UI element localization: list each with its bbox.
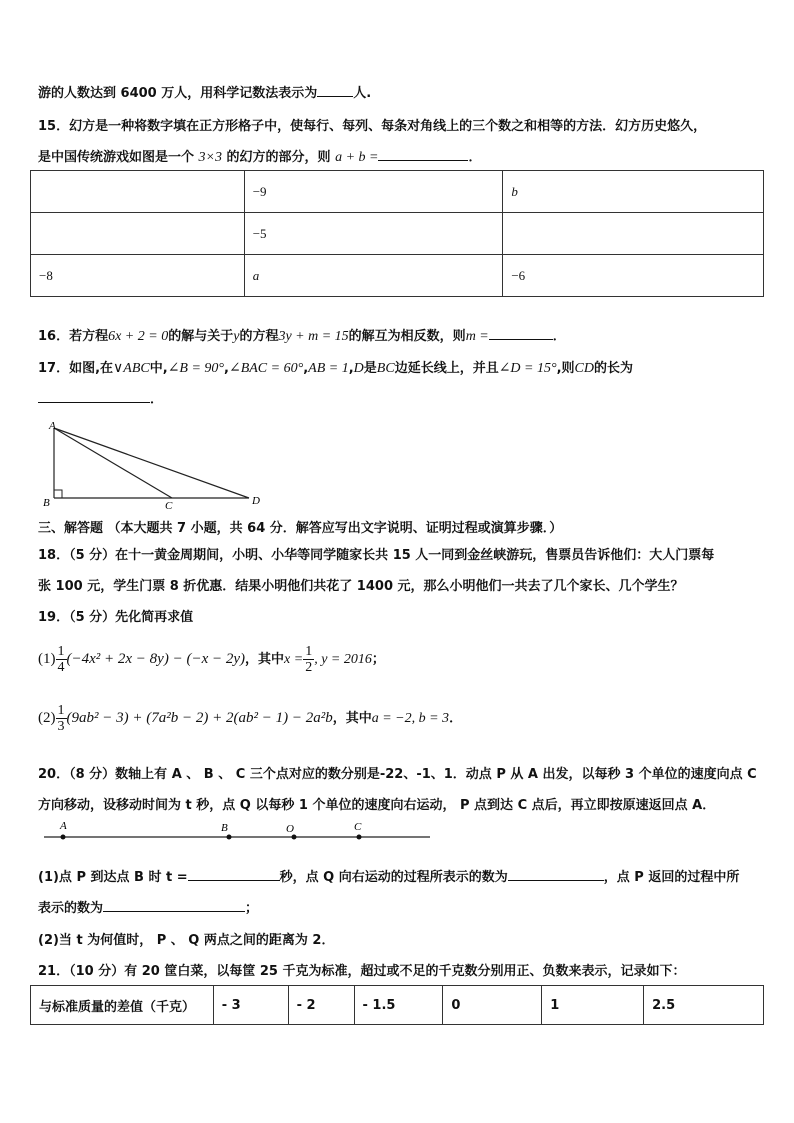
point-b (227, 835, 232, 840)
q19-p1-fraction (56, 644, 67, 675)
q20-sub1-tail: ，点 P 返回的过程中所 (603, 870, 740, 885)
q20-sub1-pre: (1)点 P 到达点 B 时 t = (38, 870, 188, 885)
axis-label-o: O (286, 823, 294, 835)
magic-cell: −5 (244, 213, 503, 255)
q19-p2-fraction (56, 703, 67, 734)
table-cell: - 2 (288, 986, 354, 1025)
q19-p1-tag: (1) (38, 651, 56, 667)
q17-angle-d: ∠D = 15° (498, 361, 557, 376)
table-row (31, 255, 764, 297)
axis-label-b: B (221, 822, 228, 834)
table-cell: 1 (542, 986, 644, 1025)
label-d: D (252, 495, 260, 507)
right-angle-mark (54, 490, 62, 498)
q17-line2 (38, 388, 163, 407)
q17-text: 的长为 (594, 361, 634, 376)
q15-pre: 是中国传统游戏如图是一个 (38, 150, 195, 165)
q19-p2-vals: a = −2, b = 3 (371, 711, 450, 726)
point-c (357, 835, 362, 840)
q19-p2-tag: (2) (38, 710, 56, 726)
q16-pre: 16．若方程 (38, 329, 109, 344)
fraction-numerator: 1 (57, 644, 65, 659)
q20-blank-t[interactable] (188, 867, 280, 881)
q16-var: y (233, 329, 240, 344)
q14-tail: 人. (353, 86, 372, 101)
q15-tail: ． (468, 150, 482, 165)
q17-text: 边延长线上，并且 (394, 361, 499, 376)
q20-sub1-mid: 秒，点 Q 向右运动的过程所表示的数为 (279, 870, 508, 885)
q17-text: , (224, 361, 229, 376)
table-row (31, 213, 764, 255)
q16-mid2: 的方程 (239, 329, 279, 344)
q20-sub1-line2 (38, 897, 258, 916)
q20-line2: 方向移动，设移动时间为 t 秒，点 Q 以每秒 1 个单位的速度向右运动， P 点到达 C 点后，再立即按原速返回点 A． (38, 798, 716, 813)
q19-p1-tail: ； (371, 652, 385, 667)
table-cell: - 3 (213, 986, 288, 1025)
q19-title: 19．（5 分）先化简再求值 (38, 610, 194, 625)
fraction-denominator: 2 (305, 660, 313, 675)
table-row (31, 171, 764, 213)
q17-angle-b: ∠B = 90° (167, 361, 225, 376)
table-cell: - 1.5 (354, 986, 443, 1025)
q20-blank-q[interactable] (508, 867, 604, 881)
q19-p1-x-fraction (303, 644, 314, 675)
q20-sub2: (2)当 t 为何值时， P 、 Q 两点之间的距离为 2． (38, 933, 335, 948)
q16-eq1: 6x + 2 = 0 (108, 329, 169, 344)
q19-part1 (38, 644, 385, 675)
weight-difference-table (30, 985, 764, 1025)
q19-p1-mid: ，其中 (245, 652, 285, 667)
q16-answer-blank[interactable] (489, 326, 553, 340)
q17-text: 是 (363, 361, 377, 376)
fraction-denominator: 4 (57, 660, 65, 675)
q17-text: , (348, 361, 354, 376)
label-a: A (49, 420, 56, 432)
q16-eq2: 3y + m = 15 (278, 329, 349, 344)
table-header-cell: 与标准质量的差值（千克） (31, 986, 214, 1025)
magic-square-table (30, 170, 764, 297)
point-o (292, 835, 297, 840)
q17-bc: BC (376, 361, 395, 376)
q17-text: , (303, 361, 309, 376)
q20-line1: 20．（8 分）数轴上有 A 、 B 、 C 三个点对应的数分别是-22、-1、1．动点 P 从 A 出发，以每秒 3 个单位的速度向点 C (38, 767, 757, 782)
label-b: B (43, 497, 50, 509)
q17-answer-blank[interactable] (38, 389, 150, 403)
q15-line2 (38, 146, 482, 166)
number-line (38, 818, 438, 848)
q15-line1: 15．幻方是一种将数字填在正方形格子中，使每行、每列、每条对角线上的三个数之和相等的方法．幻方历史悠久， (38, 119, 707, 134)
q19-p2-tail: ． (449, 711, 463, 726)
table-cell: 0 (443, 986, 542, 1025)
q17-d: D (353, 361, 364, 376)
magic-cell: b (503, 171, 764, 213)
q17-tail: ． (150, 392, 164, 407)
q17-cd: CD (574, 361, 594, 376)
q16-ask: m = (465, 329, 489, 344)
q17-ab: AB = 1 (308, 361, 349, 376)
magic-cell (503, 213, 764, 255)
q17-angle-bac: ∠BAC = 60° (228, 361, 304, 376)
axis-label-a: A (60, 820, 67, 832)
fraction-numerator: 1 (305, 644, 313, 659)
triangle-figure (38, 418, 268, 510)
q17-text: 中, (149, 361, 168, 376)
magic-cell: −6 (503, 255, 764, 297)
q14-text: 游的人数达到 6400 万人，用科学记数法表示为 (38, 86, 318, 101)
q19-p2-mid: ，其中 (332, 711, 372, 726)
q17-line (38, 357, 633, 377)
q16-mid3: 的解互为相反数，则 (348, 329, 466, 344)
point-a (61, 835, 66, 840)
table-row (31, 986, 764, 1025)
q16-tail: ． (552, 329, 566, 344)
q15-answer-blank[interactable] (378, 147, 468, 161)
q15-mid: 的幻方的部分，则 (226, 150, 331, 165)
q19-part2 (38, 703, 462, 734)
q20-blank-p[interactable] (103, 898, 245, 912)
q19-p1-y: , y = 2016 (314, 652, 372, 667)
q16-mid1: 的解与关于 (168, 329, 234, 344)
q17-pre: 17．如图,在 (38, 361, 114, 376)
q19-p1-x: x = (284, 652, 304, 667)
magic-cell: −9 (244, 171, 503, 213)
q18-line1: 18．（5 分）在十一黄金周期间，小明、小华等同学随家长共 15 人一同到金丝峡游玩，售票员告诉他们：大人门票每 (38, 548, 715, 563)
magic-cell (31, 171, 245, 213)
section-heading: 三、解答题 （本大题共 7 小题，共 64 分．解答应写出文字说明、证明过程或演算步骤．） (38, 521, 563, 536)
q16-line (38, 325, 566, 345)
fraction-numerator: 1 (57, 703, 65, 718)
q17-text: ,则 (556, 361, 575, 376)
segment-ac (54, 428, 172, 498)
magic-cell: −8 (31, 255, 245, 297)
q20-sub1 (38, 866, 739, 885)
fraction-denominator: 3 (57, 719, 65, 734)
label-c: C (165, 500, 173, 510)
table-cell: 2.5 (644, 986, 764, 1025)
axis-label-c: C (354, 821, 362, 833)
q20-sub1-line2-tail: ； (245, 901, 259, 916)
magic-cell (31, 213, 245, 255)
q17-triangle: ∨ABC (113, 361, 150, 376)
q14-answer-blank[interactable] (317, 83, 353, 97)
q14-line (38, 82, 371, 101)
q21-line1: 21．（10 分）有 20 筐白菜，以每筐 25 千克为标准，超过或不足的千克数分别用正、负数来表示，记录如下： (38, 964, 686, 979)
q19-p1-expr: (−4x² + 2x − 8y) − (−x − 2y) (66, 651, 245, 667)
q15-expr: a + b = (335, 150, 379, 165)
q18-line2: 张 100 元，学生门票 8 折优惠．结果小明他们共花了 1400 元，那么小明他们一共去了几个家长、几个学生？ (38, 579, 684, 594)
q19-p2-expr: (9ab² − 3) + (7a²b − 2) + 2(ab² − 1) − 2a²b (66, 710, 333, 726)
segment-ad (54, 428, 249, 498)
magic-cell: a (244, 255, 503, 297)
q15-dim: 3×3 (198, 150, 222, 165)
q20-sub1-line2-text: 表示的数为 (38, 901, 104, 916)
